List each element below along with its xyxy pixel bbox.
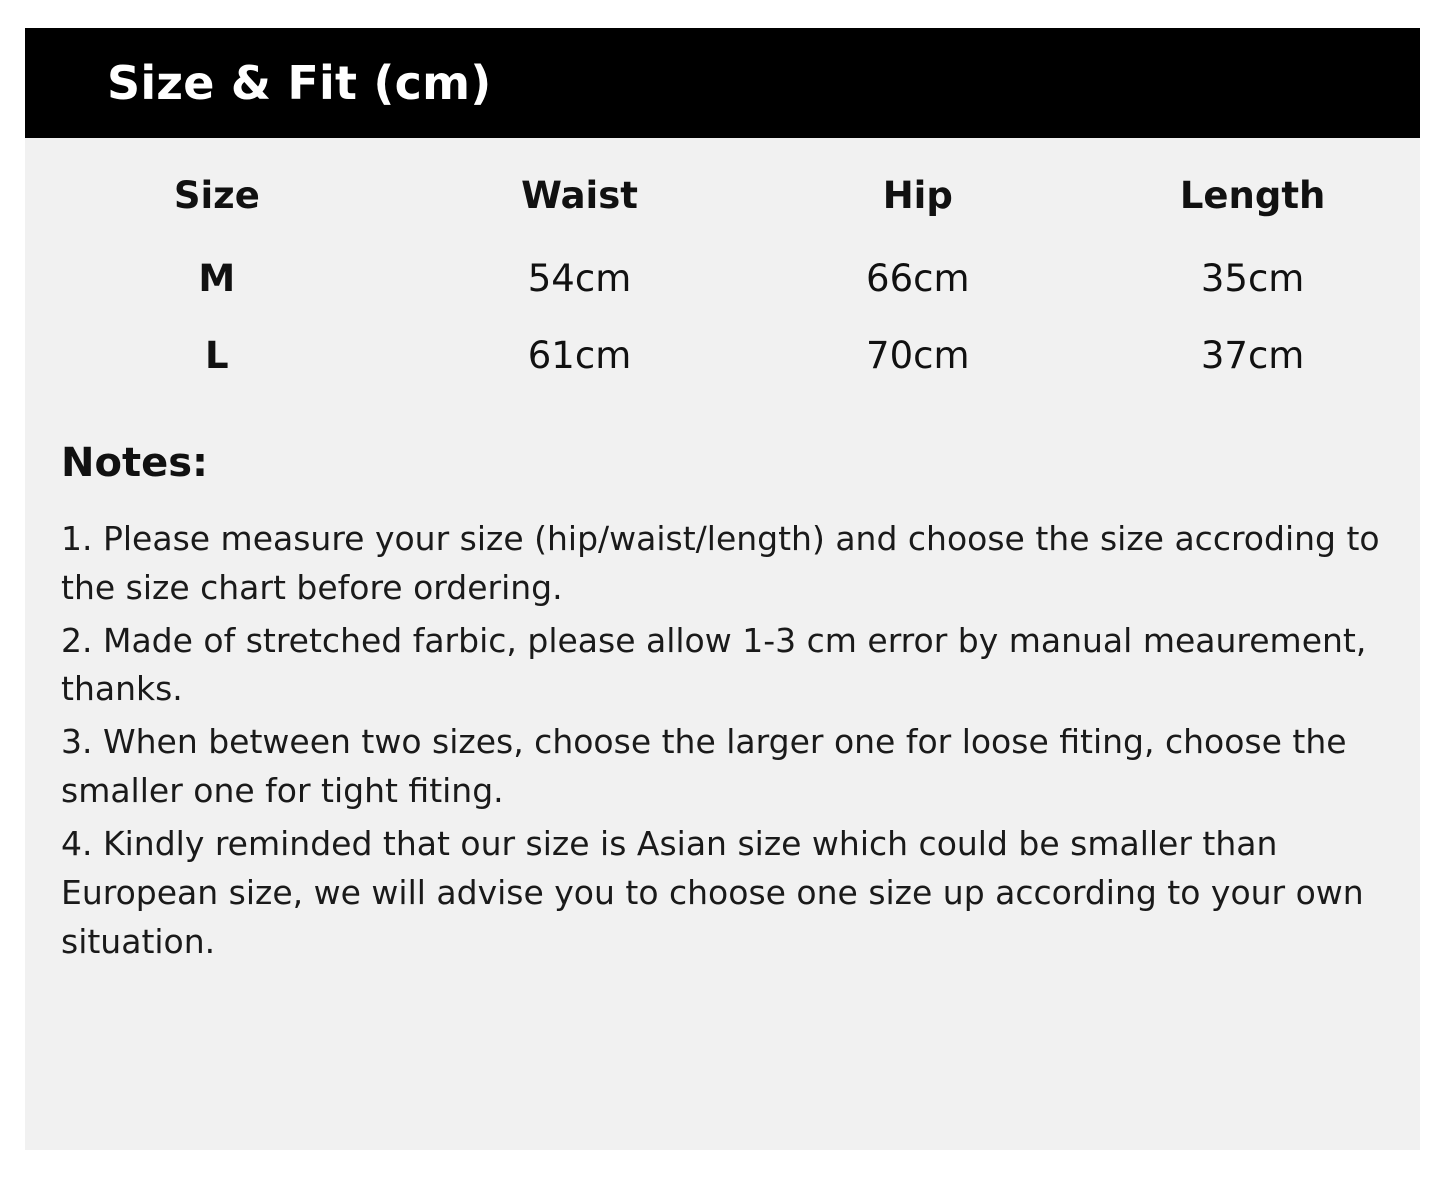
column-header-waist: Waist — [521, 174, 638, 217]
note-item: 2. Made of stretched farbic, please allow 1-3 cm error by manual meaurement, thanks. — [61, 620, 1367, 709]
column-header-length: Length — [1179, 174, 1326, 217]
cell-hip: 70cm — [866, 334, 970, 377]
cell-hip: 66cm — [866, 257, 970, 300]
note-item: 1. Please measure your size (hip/waist/length) and choose the size accroding to the size chart before ordering. — [61, 519, 1380, 607]
note-item: 4. Kindly reminded that our size is Asian size which could be smaller than European size, we will advise you to choose one size up according to your own situation. — [61, 823, 1364, 961]
cell-length: 35cm — [1200, 257, 1305, 300]
table-header-row — [25, 154, 1420, 231]
cell-length: 37cm — [1200, 334, 1305, 377]
cell-size: L — [205, 334, 229, 377]
note-item: 3. When between two sizes, choose the larger one for loose fiting, choose the smaller one for tight fiting. — [61, 722, 1347, 811]
cell-waist: 54cm — [527, 257, 632, 300]
table-row — [25, 231, 1420, 308]
page-title: Size & Fit (cm) — [107, 56, 492, 110]
cell-waist: 61cm — [527, 334, 632, 377]
column-header-hip: Hip — [882, 174, 953, 217]
table-row — [25, 308, 1420, 385]
cell-size: M — [198, 257, 236, 300]
column-header-size: Size — [173, 174, 260, 217]
notes-section — [25, 385, 1420, 970]
header-bar — [25, 28, 1420, 138]
size-fit-table — [25, 154, 1420, 385]
notes-title: Notes: — [61, 440, 209, 486]
size-chart-card — [25, 28, 1420, 1150]
